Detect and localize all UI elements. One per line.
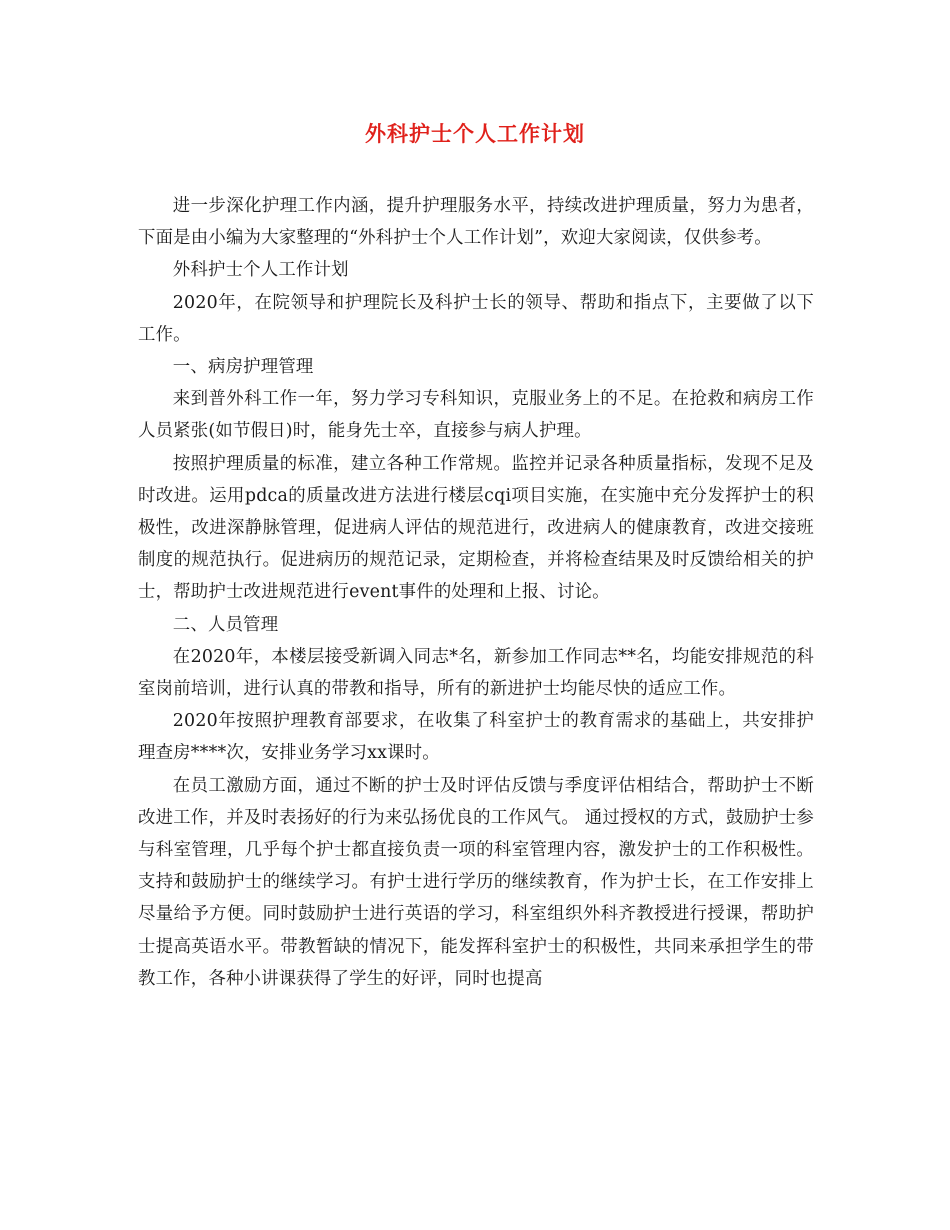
paragraph-ward-2: 按照护理质量的标准，建立各种工作常规。监控并记录各种质量指标，发现不足及时改进。运用pdca的质量改进方法进行楼层cqi项目实施，在实施中充分发挥护士的积极性，改进深静脉管理，促进病人评估的规范进行，改进病人的健康教育，改进交接班制度的规范执行。促进病历的规范记录，定期检查，并将检查结果及时反馈给相关的护士，帮助护士改进规范进行event事件的处理和上报、讨论。 [138, 453, 814, 603]
document-body [138, 190, 814, 995]
paragraph-staff-3: 在员工激励方面，通过不断的护士及时评估反馈与季度评估相结合，帮助护士不断改进工作，并及时表扬好的行为来弘扬优良的工作风气。 通过授权的方式，鼓励护士参与科室管理，几乎每个护士都直接负责一项的科室管理内容，激发护士的工作积极性。支持和鼓励护士的继续学习。有护士进行学历的继续教育，作为护士长，在工作安排上尽量给予方便。同时鼓励护士进行英语的学习，科室组织外科齐教授进行授课，帮助护士提高英语水平。带教暂缺的情况下，能发挥科室护士的积极性，共同来承担学生的带教工作，各种小讲课获得了学生的好评，同时也提高 [138, 775, 814, 989]
paragraph-staff-2: 2020年按照护理教育部要求，在收集了科室护士的教育需求的基础上，共安排护理查房****次，安排业务学习xx课时。 [138, 711, 814, 764]
paragraph-ward-1: 来到普外科工作一年，努力学习专科知识，克服业务上的不足。在抢救和病房工作人员紧张(如节假日)时，能身先士卒，直接参与病人护理。 [138, 389, 814, 442]
paragraph-intro: 进一步深化护理工作内涵，提升护理服务水平，持续改进护理质量，努力为患者，下面是由小编为大家整理的“外科护士个人工作计划”，欢迎大家阅读，仅供参考。 [138, 196, 814, 249]
section-heading-staff-management: 二、人员管理 [172, 614, 279, 635]
paragraph-subtitle: 外科护士个人工作计划 [172, 260, 349, 281]
section-heading-ward-management: 一、病房护理管理 [172, 357, 314, 378]
paragraph-staff-1: 在2020年，本楼层接受新调入同志*名，新参加工作同志**名，均能安排规范的科室岗前培训，进行认真的带教和指导，所有的新进护士均能尽快的适应工作。 [138, 646, 814, 700]
document-title: 外科护士个人工作计划 [365, 122, 585, 146]
paragraph-summary: 2020年，在院领导和护理院长及科护士长的领导、帮助和指点下，主要做了以下工作。 [138, 292, 814, 345]
